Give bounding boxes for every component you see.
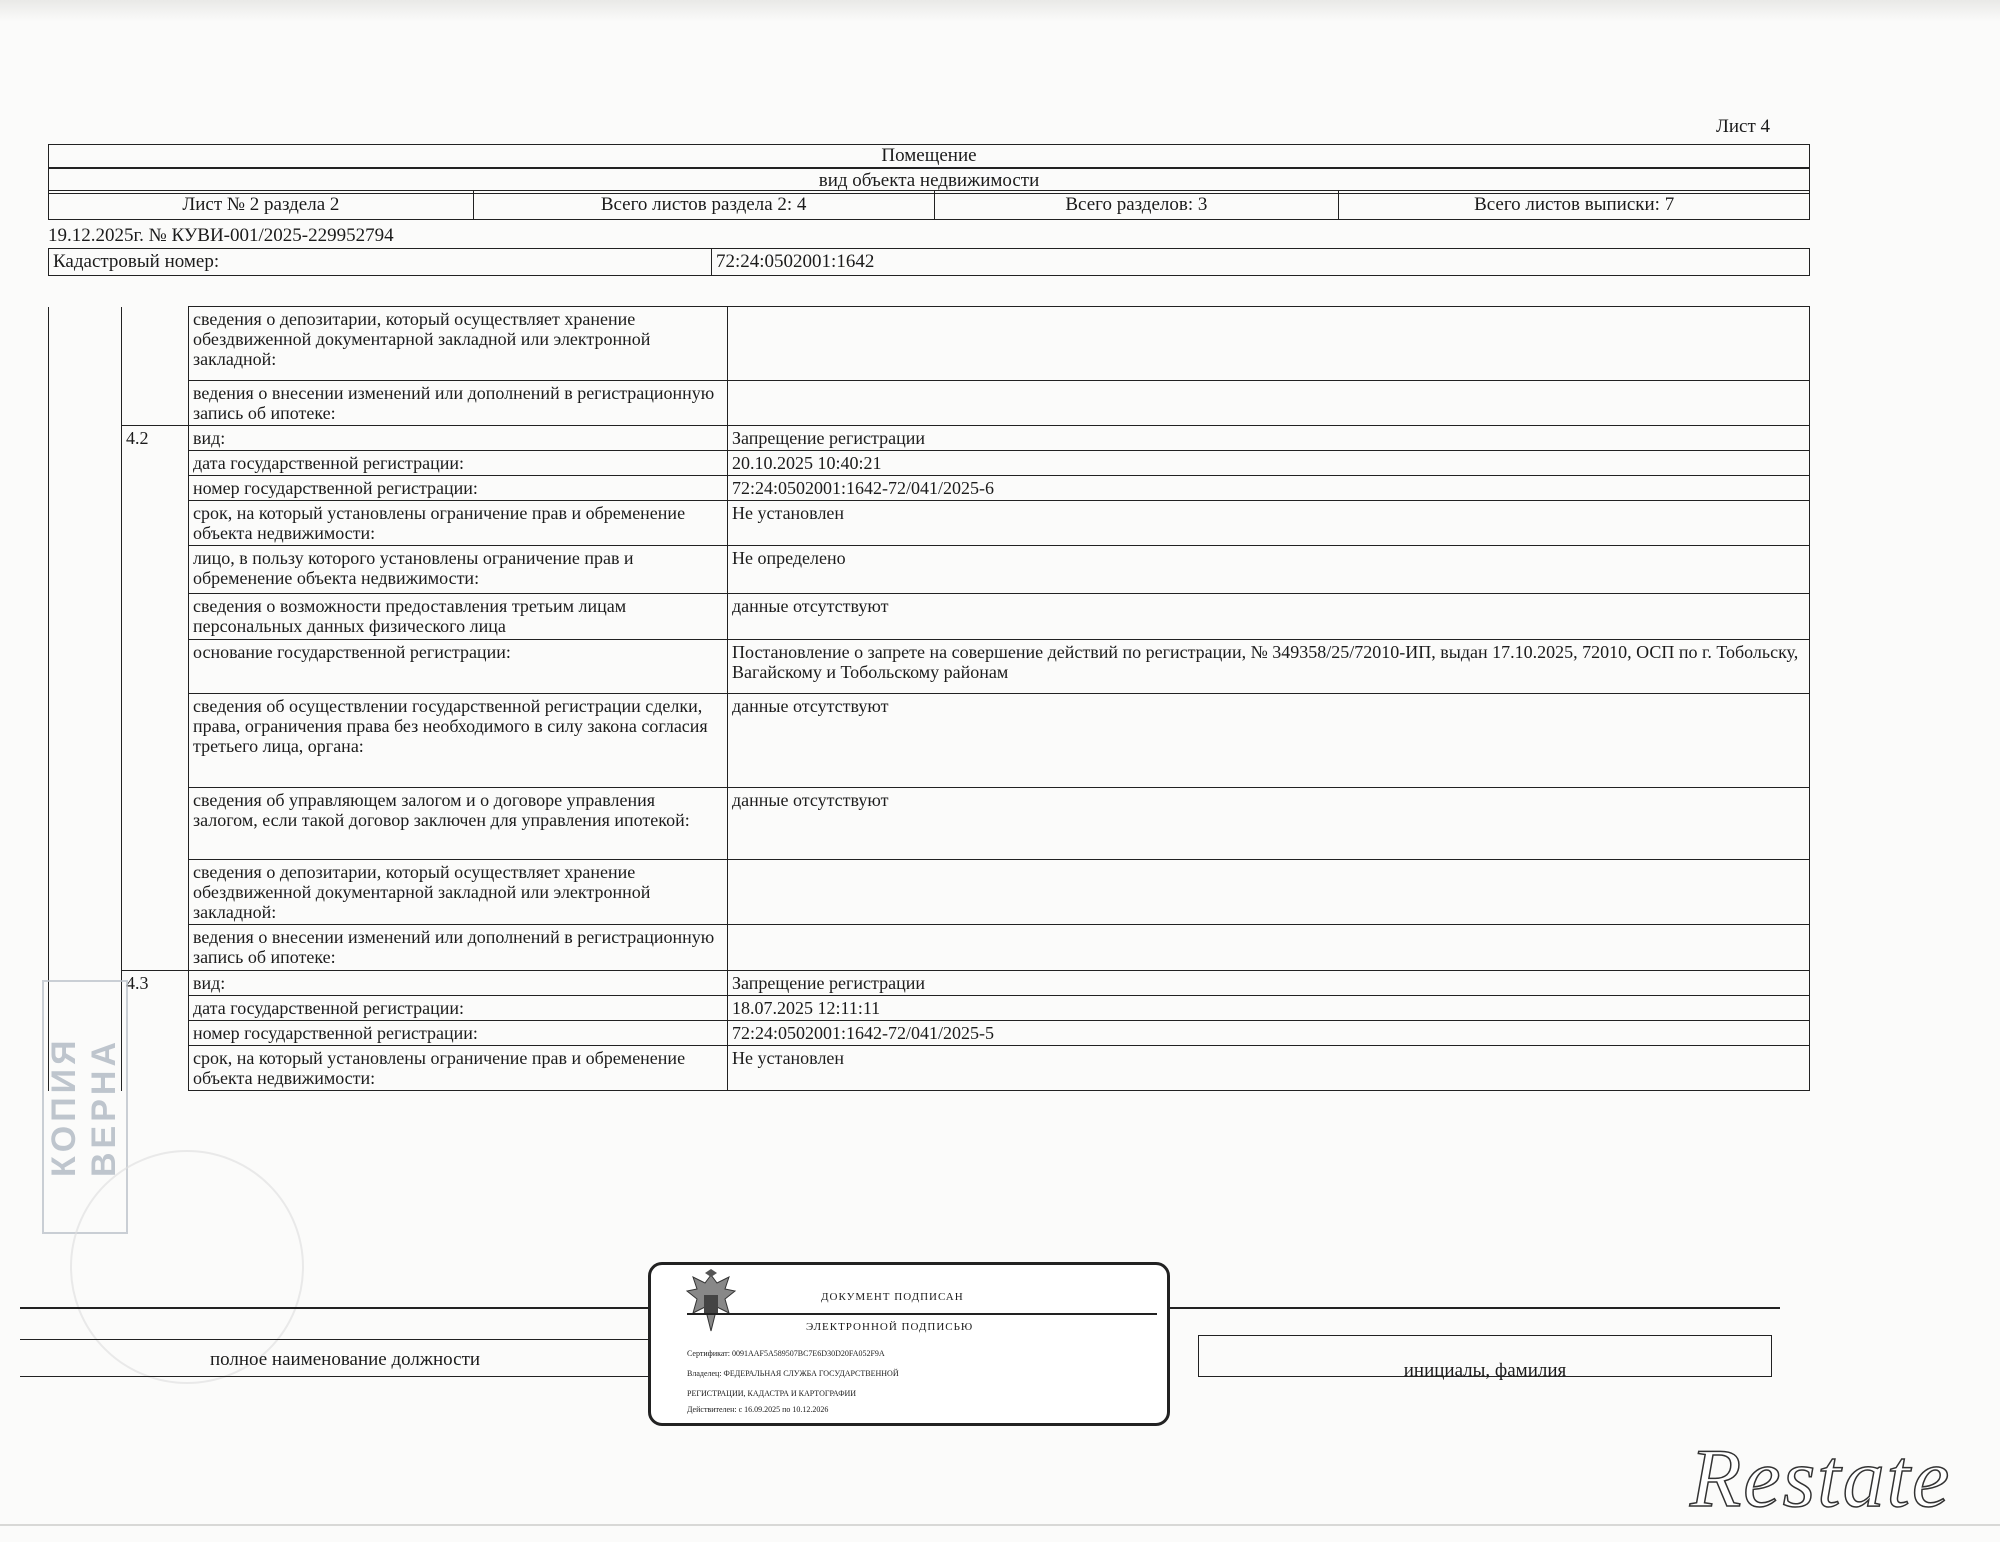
russian-emblem-icon [683,1269,739,1337]
row-number: 4.3 [122,971,189,996]
table-row [49,694,1810,788]
row-label: номер государственной регистрации: [189,1021,728,1046]
row-number [122,546,189,594]
blank-cell [49,546,122,594]
table-row [49,594,1810,640]
row-label: ведения о внесении изменений или дополнений в регистрационную запись об ипотеке: [189,381,728,426]
blank-cell [49,307,122,381]
row-label: ведения о внесении изменений или дополнений в регистрационную запись об ипотеке: [189,925,728,971]
copy-stamp: КОПИЯ ВЕРНА [42,980,128,1234]
blank-cell [49,501,122,546]
row-number [122,996,189,1021]
table-row [49,1021,1810,1046]
row-number [122,640,189,694]
sheet-number: Лист 4 [1715,116,1770,137]
row-value: 18.07.2025 12:11:11 [728,996,1810,1021]
row-label: дата государственной регистрации: [189,996,728,1021]
owner-line-2: РЕГИСТРАЦИИ, КАДАСТРА И КАРТОГРАФИИ [687,1389,857,1398]
row-label: сведения об управляющем залогом и о договоре управления залогом, если такой договор заключен для управления ипотекой: [189,788,728,860]
table-row [49,501,1810,546]
row-label: дата государственной регистрации: [189,451,728,476]
row-value: данные отсутствуют [728,694,1810,788]
row-value [728,860,1810,925]
table-row [49,451,1810,476]
row-value [728,381,1810,426]
row-number [122,925,189,971]
row-label: вид: [189,971,728,996]
row-value: Постановление о запрете на совершение действий по регистрации, № 349358/25/72010-ИП, выдан 17.10.2025, 72010, ОСП по г. Тобольску, Вагайскому и Тобольскому районам [728,640,1810,694]
row-value [728,925,1810,971]
position-caption: полное наименование должности [20,1339,670,1377]
table-row [49,476,1810,501]
row-number [122,501,189,546]
row-label: сведения о возможности предоставления третьим лицам персональных данных физического лица [189,594,728,640]
table-row [49,640,1810,694]
blank-cell [49,640,122,694]
row-value: данные отсутствуют [728,788,1810,860]
row-label: основание государственной регистрации: [189,640,728,694]
row-label: номер государственной регистрации: [189,476,728,501]
table-row [49,426,1810,451]
row-label: сведения о депозитарии, который осуществляет хранение обездвиженной документарной закладной или электронной закладной: [189,307,728,381]
esig-divider [687,1313,1157,1315]
restate-watermark: Restate [1690,1432,1952,1525]
cadastral-label: Кадастровый номер: [49,249,712,275]
section-total-sheets: Всего листов раздела 2: 4 [474,191,935,219]
scan-top-edge [0,0,2000,22]
row-number [122,788,189,860]
cadastral-value: 72:24:0502001:1642 [716,251,875,272]
row-value: 20.10.2025 10:40:21 [728,451,1810,476]
table-row [49,381,1810,426]
cadastral-row [48,248,1810,276]
table-row [49,860,1810,925]
owner-line-1: Владелец: ФЕДЕРАЛЬНАЯ СЛУЖБА ГОСУДАРСТВЕННОЙ [687,1369,899,1378]
row-value [728,307,1810,381]
row-label: вид: [189,426,728,451]
signed-line-1: ДОКУМЕНТ ПОДПИСАН [821,1291,964,1303]
total-extract-sheets: Всего листов выписки: 7 [1474,194,1675,215]
section-sheet: Лист № 2 раздела 2 [49,191,474,219]
row-value: 72:24:0502001:1642-72/041/2025-6 [728,476,1810,501]
row-label: лицо, в пользу которого установлены ограничение прав и обременение объекта недвижимости: [189,546,728,594]
object-type-caption: вид объекта недвижимости [48,168,1810,194]
table-row [49,788,1810,860]
table-row [49,996,1810,1021]
object-type: Помещение [48,144,1810,168]
blank-cell [49,594,122,640]
table-row [49,971,1810,996]
blank-cell [49,860,122,925]
blank-cell [49,788,122,860]
table-row [49,546,1810,594]
encumbrance-table [48,306,1810,1091]
row-number [122,594,189,640]
blank-cell [49,925,122,971]
row-value: Не установлен [728,1046,1810,1091]
blank-cell [49,694,122,788]
blank-cell [49,381,122,426]
blank-cell [49,476,122,501]
row-value: Запрещение регистрации [728,971,1810,996]
row-number [122,476,189,501]
row-number: 4.2 [122,426,189,451]
row-value: Не определено [728,546,1810,594]
electronic-signature-box [648,1262,1170,1426]
name-caption: инициалы, фамилия [1198,1335,1772,1377]
row-number [122,860,189,925]
valid-period: Действителен: с 16.09.2025 по 10.12.2026 [687,1405,829,1414]
total-sections: Всего разделов: 3 [935,191,1340,219]
row-number [122,694,189,788]
row-label: сведения об осуществлении государственной регистрации сделки, права, ограничения права без необходимого в силу закона согласия третьего лица, органа: [189,694,728,788]
row-value: данные отсутствуют [728,594,1810,640]
sheet-info-row [48,190,1810,220]
row-value: Не установлен [728,501,1810,546]
signed-line-2: ЭЛЕКТРОННОЙ ПОДПИСЬЮ [806,1321,974,1333]
row-number [122,307,189,381]
row-value: Запрещение регистрации [728,426,1810,451]
row-value: 72:24:0502001:1642-72/041/2025-5 [728,1021,1810,1046]
blank-cell [49,451,122,476]
certificate-number: Сертификат: 0091AAF5A589507BC7E6D30D20FA052F9A [687,1349,885,1358]
row-label: срок, на который установлены ограничение прав и обременение объекта недвижимости: [189,1046,728,1091]
blank-cell [49,426,122,451]
row-number [122,381,189,426]
table-row [49,307,1810,381]
row-number [122,1046,189,1091]
table-row [49,925,1810,971]
row-number [122,1021,189,1046]
row-label: сведения о депозитарии, который осуществляет хранение обездвиженной документарной закладной или электронной закладной: [189,860,728,925]
row-number [122,451,189,476]
date-number: 19.12.2025г. № КУВИ-001/2025-229952794 [48,225,394,246]
row-label: срок, на который установлены ограничение прав и обременение объекта недвижимости: [189,501,728,546]
table-row [49,1046,1810,1091]
